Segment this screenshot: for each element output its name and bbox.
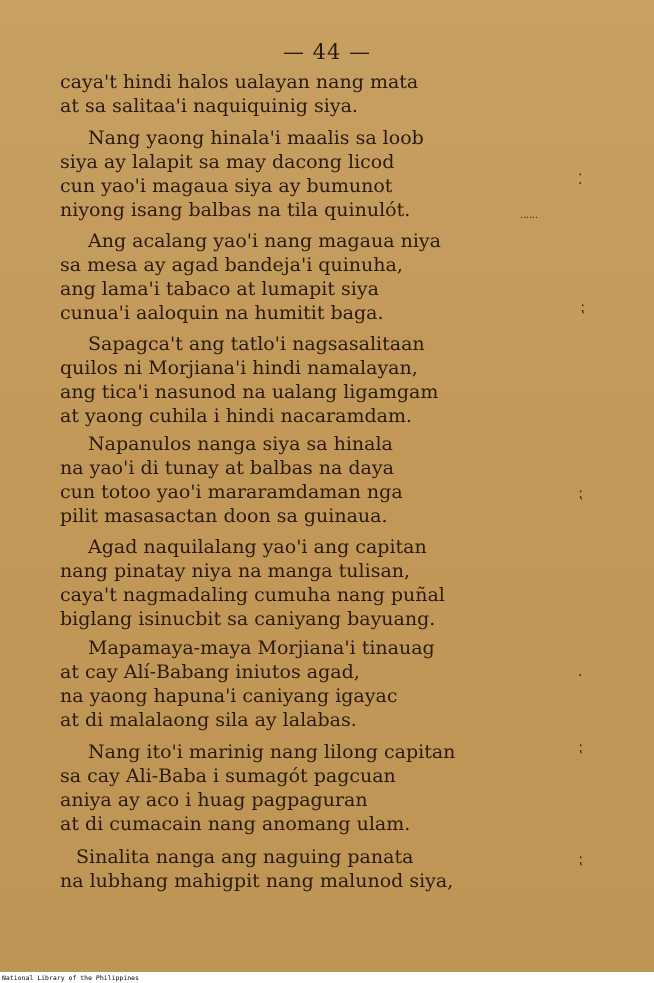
margin-mark: ⁏: [580, 300, 585, 316]
poem-line: biglang isinucbit sa caniyang bayuang.: [60, 608, 436, 630]
poem-line: at di cumacain nang anomang ulam.: [60, 813, 411, 835]
margin-mark: ‥‥‥: [520, 210, 538, 221]
margin-mark: ⁏: [578, 852, 583, 868]
poem-line: Ang acalang yao'i nang magaua niya: [88, 230, 441, 252]
poem-line: quilos ni Morjiana'i hindi namalayan,: [60, 357, 418, 379]
poem-line: Agad naquilalang yao'i ang capitan: [88, 536, 427, 558]
poem-line: Napanulos nanga siya sa hinala: [88, 433, 393, 455]
poem-line: Nang yaong hinala'i maalis sa loob: [88, 127, 424, 149]
poem-line: ang lama'i tabaco at lumapit siya: [60, 278, 379, 300]
poem-line: at di malalaong sila ay lalabas.: [60, 709, 357, 731]
margin-mark: ⁚: [578, 172, 583, 188]
poem-line: aniya ay aco i huag pagpaguran: [60, 789, 368, 811]
poem-line: niyong isang balbas na tila quinulót.: [60, 199, 411, 221]
poem-line: caya't hindi halos ualayan nang mata: [60, 71, 419, 93]
poem-line: pilit masasactan doon sa guinaua.: [60, 505, 388, 527]
poem-line: caya't nagmadaling cumuha nang puñal: [60, 584, 445, 606]
poem-line: Nang ito'i marinig nang lilong capitan: [88, 741, 456, 763]
poem-line: Sinalita nanga ang naguing panata: [76, 846, 414, 868]
poem-line: at sa salitaa'i naquiquinig siya.: [60, 95, 358, 117]
footer-credit: National Library of the Philippines: [2, 974, 139, 982]
poem-line: at yaong cuhila i hindi nacaramdam.: [60, 405, 413, 427]
poem-line: sa mesa ay agad bandeja'i quinuha,: [60, 254, 403, 276]
poem-line: cunua'i aaloquin na humitit baga.: [60, 302, 384, 324]
poem-line: cun yao'i magaua siya ay bumunot: [60, 175, 393, 197]
margin-mark: ⁏: [578, 486, 583, 502]
poem-line: sa cay Ali-Baba i sumagót pagcuan: [60, 765, 396, 787]
poem-line: cun totoo yao'i mararamdaman nga: [60, 481, 403, 503]
poem-line: Mapamaya-maya Morjiana'i tinauag: [88, 637, 435, 659]
margin-mark: ·: [578, 668, 583, 684]
poem-line: na lubhang mahigpit nang malunod siya,: [60, 870, 454, 892]
poem-line: siya ay lalapit sa may dacong licod: [60, 151, 395, 173]
page-number: — 44 —: [282, 40, 372, 64]
poem-line: na yao'i di tunay at balbas na daya: [60, 457, 394, 479]
poem-line: na yaong hapuna'i caniyang igayac: [60, 685, 398, 707]
poem-line: nang pinatay niya na manga tulisan,: [60, 560, 411, 582]
poem-line: at cay Alí-Babang iniutos agad,: [60, 661, 360, 683]
margin-mark: ⁏: [578, 740, 583, 756]
poem-line: ang tica'i nasunod na ualang ligamgam: [60, 381, 439, 403]
poem-line: Sapagca't ang tatlo'i nagsasalitaan: [88, 333, 425, 355]
